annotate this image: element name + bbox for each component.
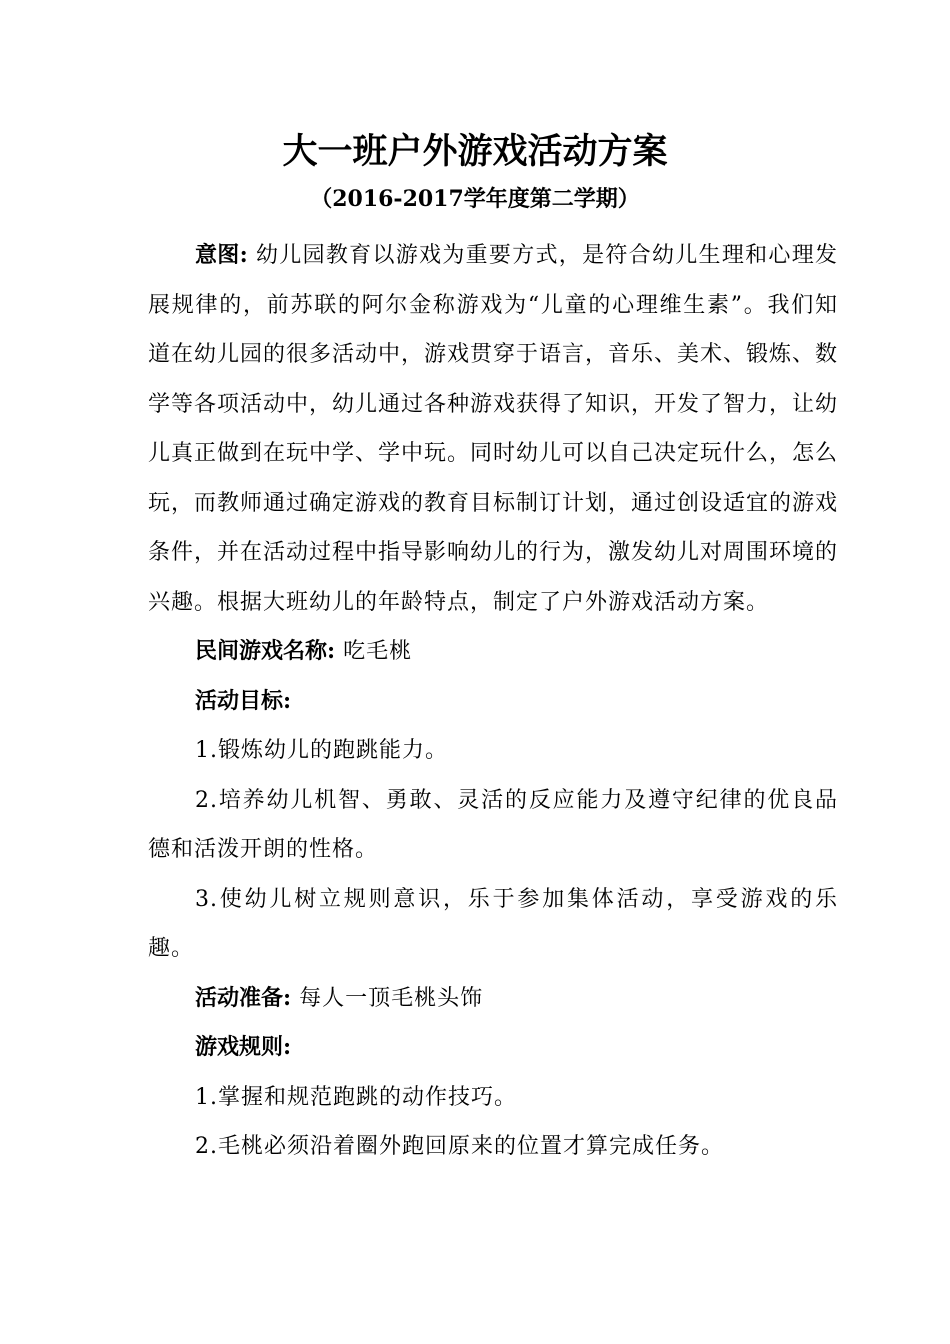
preparation-label: 活动准备:	[195, 984, 292, 1011]
document-subtitle: （2016-2017学年度第二学期）	[310, 186, 640, 212]
intent-text: 幼儿园教育以游戏为重要方式，是符合幼儿生理和心理发展规律的，前苏联的阿尔金称游戏为“儿童的心理维生素”。我们知道在幼儿园的很多活动中，游戏贯穿于语言，音乐、美术、锻炼、数学等各项活动中，幼儿通过各种游戏获得了知识，开发了智力，让幼儿真正做到在玩中学、学中玩。同时幼儿可以自己决定玩什么，怎么玩，而教师通过确定游戏的教育目标制订计划，通过创设适宜的游戏条件，并在活动过程中指导影响幼儿的行为，激发幼儿对周围环境的兴趣。根据大班幼儿的年龄特点，制定了户外游戏活动方案。	[148, 243, 839, 615]
rule-item: 2.毛桃必须沿着圈外跑回原来的位置才算完成任务。	[195, 1134, 724, 1159]
game-name-value: 吃毛桃	[343, 639, 413, 664]
goal-item: 3.使幼儿树立规则意识，乐于参加集体活动，享受游戏的乐趣。	[148, 886, 838, 961]
game-name-paragraph	[148, 627, 838, 677]
document-body	[148, 231, 838, 1172]
goal-item: 2.培养幼儿机智、勇敢、灵活的反应能力及遵守纪律的优良品德和活泼开朗的性格。	[148, 787, 838, 862]
rule-item: 1.掌握和规范跑跳的动作技巧。	[195, 1084, 517, 1110]
preparation-paragraph	[148, 974, 838, 1024]
rules-heading: 游戏规则:	[195, 1034, 292, 1060]
intent-paragraph	[148, 231, 838, 627]
intent-label: 意图:	[195, 242, 248, 268]
document-title: 大一班户外游戏活动方案	[282, 131, 668, 172]
goal-item: 1.锻炼幼儿的跑跳能力。	[195, 738, 448, 763]
preparation-value: 每人一顶毛桃头饰	[299, 985, 484, 1011]
goals-heading: 活动目标:	[195, 687, 292, 714]
game-name-label: 民间游戏名称:	[195, 638, 336, 664]
